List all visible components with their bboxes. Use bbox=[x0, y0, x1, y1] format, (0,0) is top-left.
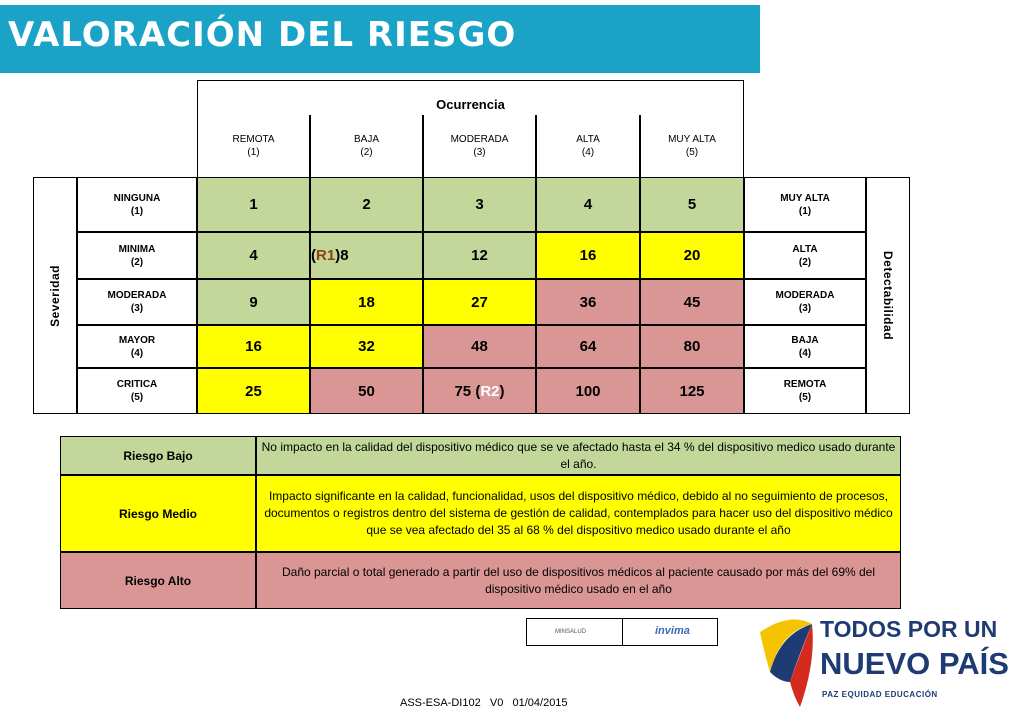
risk-value-cell bbox=[640, 368, 744, 414]
risk-value-cell bbox=[423, 232, 536, 279]
severity-code: (3) bbox=[130, 303, 144, 314]
column-name: MUY ALTA bbox=[668, 134, 716, 145]
column-header bbox=[640, 115, 744, 177]
column-code: (3) bbox=[473, 147, 486, 158]
detectability-code: (5) bbox=[798, 392, 812, 403]
risk-value-cell bbox=[640, 232, 744, 279]
risk-value-cell bbox=[536, 325, 640, 368]
risk-value-cell bbox=[197, 325, 310, 368]
legend-label-cell bbox=[60, 475, 256, 552]
detectability-code: (3) bbox=[798, 303, 812, 314]
risk-value-cell bbox=[197, 177, 310, 232]
detectability-name: REMOTA bbox=[783, 379, 827, 390]
column-code: (5) bbox=[685, 147, 699, 158]
risk-value: 16 bbox=[579, 247, 597, 264]
severity-row-header bbox=[77, 177, 197, 232]
risk-value-cell bbox=[197, 279, 310, 325]
column-code: (2) bbox=[360, 147, 373, 158]
risk-value: 5 bbox=[687, 196, 697, 213]
risk-value: 9 bbox=[249, 293, 258, 311]
severity-name: NINGUNA bbox=[113, 192, 161, 204]
legend-description: Daño parcial o total generado a partir del uso de dispositivos médicos al paciente causado por más del 69% del dispositivo médico usado en el año bbox=[281, 564, 876, 596]
detectability-row-header bbox=[744, 368, 866, 414]
brand-tagline: PAZ EQUIDAD EDUCACIÓN bbox=[822, 690, 938, 699]
legend-description: No impacto en la calidad del dispositivo médico que se ve afectado hasta el 34 % del dispositivo medico usado durante el año. bbox=[261, 439, 896, 471]
detectability-name: MODERADA bbox=[775, 290, 835, 301]
todos-por-un-nuevo-pais-logo bbox=[750, 612, 1009, 712]
risk-value: 50 bbox=[358, 382, 375, 400]
severity-name: MODERADA bbox=[107, 290, 167, 301]
minsalud-logo: MINSALUD bbox=[555, 629, 587, 635]
legend-description: Impacto significante en la calidad, funcionalidad, usos del dispositivo médico, debido al no seguimiento de procesos, documentos o registros dentro del sistema de gestión de calidad, contemplados para hacer uso del dispositivo médico que se vea afectado del 35 al 68 % del dispositivo medico usado durante el año bbox=[264, 489, 893, 537]
detectability-code: (2) bbox=[798, 256, 812, 268]
risk-value: 45 bbox=[683, 293, 701, 311]
detectability-row-header bbox=[744, 177, 866, 232]
risk-value: 1 bbox=[249, 196, 258, 213]
severity-name: MAYOR bbox=[118, 334, 156, 346]
risk-value: 4 bbox=[583, 196, 593, 213]
detectability-row-header bbox=[744, 232, 866, 279]
detectabilidad-label: Detectabilidad bbox=[881, 250, 895, 341]
risk-value-cell bbox=[197, 232, 310, 279]
risk-value: 100 bbox=[575, 382, 601, 400]
legend-label-cell bbox=[60, 436, 256, 475]
r2-marker: 75 (R2) bbox=[454, 382, 505, 400]
risk-value-cell bbox=[423, 279, 536, 325]
risk-value-cell bbox=[310, 279, 423, 325]
risk-value-cell bbox=[310, 177, 423, 232]
column-name: MODERADA bbox=[450, 134, 509, 145]
legend-label-cell bbox=[60, 552, 256, 609]
risk-value-cell bbox=[423, 177, 536, 232]
risk-value-cell bbox=[640, 279, 744, 325]
brand-line2: NUEVO PAÍS bbox=[820, 646, 1009, 681]
risk-value: 80 bbox=[683, 338, 701, 355]
column-code: (1) bbox=[247, 147, 260, 158]
ocurrencia-header bbox=[197, 80, 744, 115]
severity-name: MINIMA bbox=[118, 243, 156, 255]
risk-value: 20 bbox=[683, 247, 701, 264]
legend-description-cell bbox=[256, 436, 901, 475]
column-header bbox=[310, 115, 423, 177]
risk-value-cell bbox=[197, 368, 310, 414]
risk-value: 48 bbox=[471, 338, 488, 355]
risk-value: 36 bbox=[579, 293, 597, 311]
title-banner bbox=[0, 5, 760, 73]
colombia-flag-swoosh-icon bbox=[750, 612, 820, 712]
severity-row-header bbox=[77, 232, 197, 279]
risk-value-cell bbox=[310, 325, 423, 368]
detectability-name: BAJA bbox=[791, 334, 819, 346]
column-header bbox=[197, 115, 310, 177]
detectabilidad-header bbox=[866, 177, 910, 414]
severity-name: CRITICA bbox=[116, 379, 158, 390]
risk-value-cell bbox=[536, 177, 640, 232]
risk-value: 25 bbox=[245, 382, 262, 400]
risk-value: 2 bbox=[362, 196, 371, 213]
column-header bbox=[423, 115, 536, 177]
document-footer: ASS-ESA-DI102 V0 01/04/2015 bbox=[400, 697, 568, 709]
risk-value-cell bbox=[640, 325, 744, 368]
column-name: ALTA bbox=[576, 134, 600, 145]
detectability-name: ALTA bbox=[792, 243, 818, 255]
legend-description-cell bbox=[256, 475, 901, 552]
risk-value-cell bbox=[310, 368, 423, 414]
severity-code: (5) bbox=[130, 392, 144, 403]
risk-value-cell bbox=[640, 177, 744, 232]
severity-row-header bbox=[77, 325, 197, 368]
risk-value: 12 bbox=[471, 247, 488, 264]
detectability-code: (1) bbox=[798, 205, 812, 217]
risk-value: 16 bbox=[245, 338, 262, 355]
institution-logos bbox=[526, 618, 718, 646]
risk-value-cell bbox=[423, 325, 536, 368]
risk-value: 27 bbox=[471, 293, 488, 311]
risk-value: 125 bbox=[679, 382, 705, 400]
ocurrencia-label: Ocurrencia bbox=[436, 97, 505, 112]
legend-label: Riesgo Bajo bbox=[123, 448, 193, 463]
severity-row-header bbox=[77, 279, 197, 325]
severity-code: (1) bbox=[130, 205, 144, 217]
risk-value-cell bbox=[536, 232, 640, 279]
detectability-code: (4) bbox=[798, 347, 812, 359]
severidad-label: Severidad bbox=[48, 264, 62, 327]
risk-value: 3 bbox=[475, 196, 484, 213]
legend-description-cell bbox=[256, 552, 901, 609]
column-name: REMOTA bbox=[232, 134, 275, 145]
risk-value-cell bbox=[536, 368, 640, 414]
column-header bbox=[536, 115, 640, 177]
risk-value: 18 bbox=[358, 293, 375, 311]
brand-line1: TODOS POR UN bbox=[820, 616, 998, 642]
legend-label: Riesgo Alto bbox=[124, 573, 192, 588]
detectability-row-header bbox=[744, 325, 866, 368]
severity-row-header bbox=[77, 368, 197, 414]
severity-code: (4) bbox=[130, 347, 144, 359]
detectability-name: MUY ALTA bbox=[780, 192, 830, 204]
risk-value: 32 bbox=[358, 338, 375, 355]
severidad-header bbox=[33, 177, 77, 414]
legend-label: Riesgo Medio bbox=[118, 506, 197, 521]
invima-logo: invima bbox=[655, 625, 690, 637]
page-title: VALORACIÓN DEL RIESGO bbox=[8, 15, 517, 55]
detectability-row-header bbox=[744, 279, 866, 325]
risk-value-cell bbox=[536, 279, 640, 325]
risk-value-cell bbox=[310, 232, 423, 279]
risk-value-cell bbox=[423, 368, 536, 414]
severity-code: (2) bbox=[130, 256, 144, 268]
column-name: BAJA bbox=[353, 134, 379, 145]
risk-value: 64 bbox=[579, 338, 597, 355]
column-code: (4) bbox=[581, 147, 595, 158]
risk-value: 4 bbox=[249, 247, 258, 264]
r1-marker: (R1)8 bbox=[311, 247, 349, 264]
